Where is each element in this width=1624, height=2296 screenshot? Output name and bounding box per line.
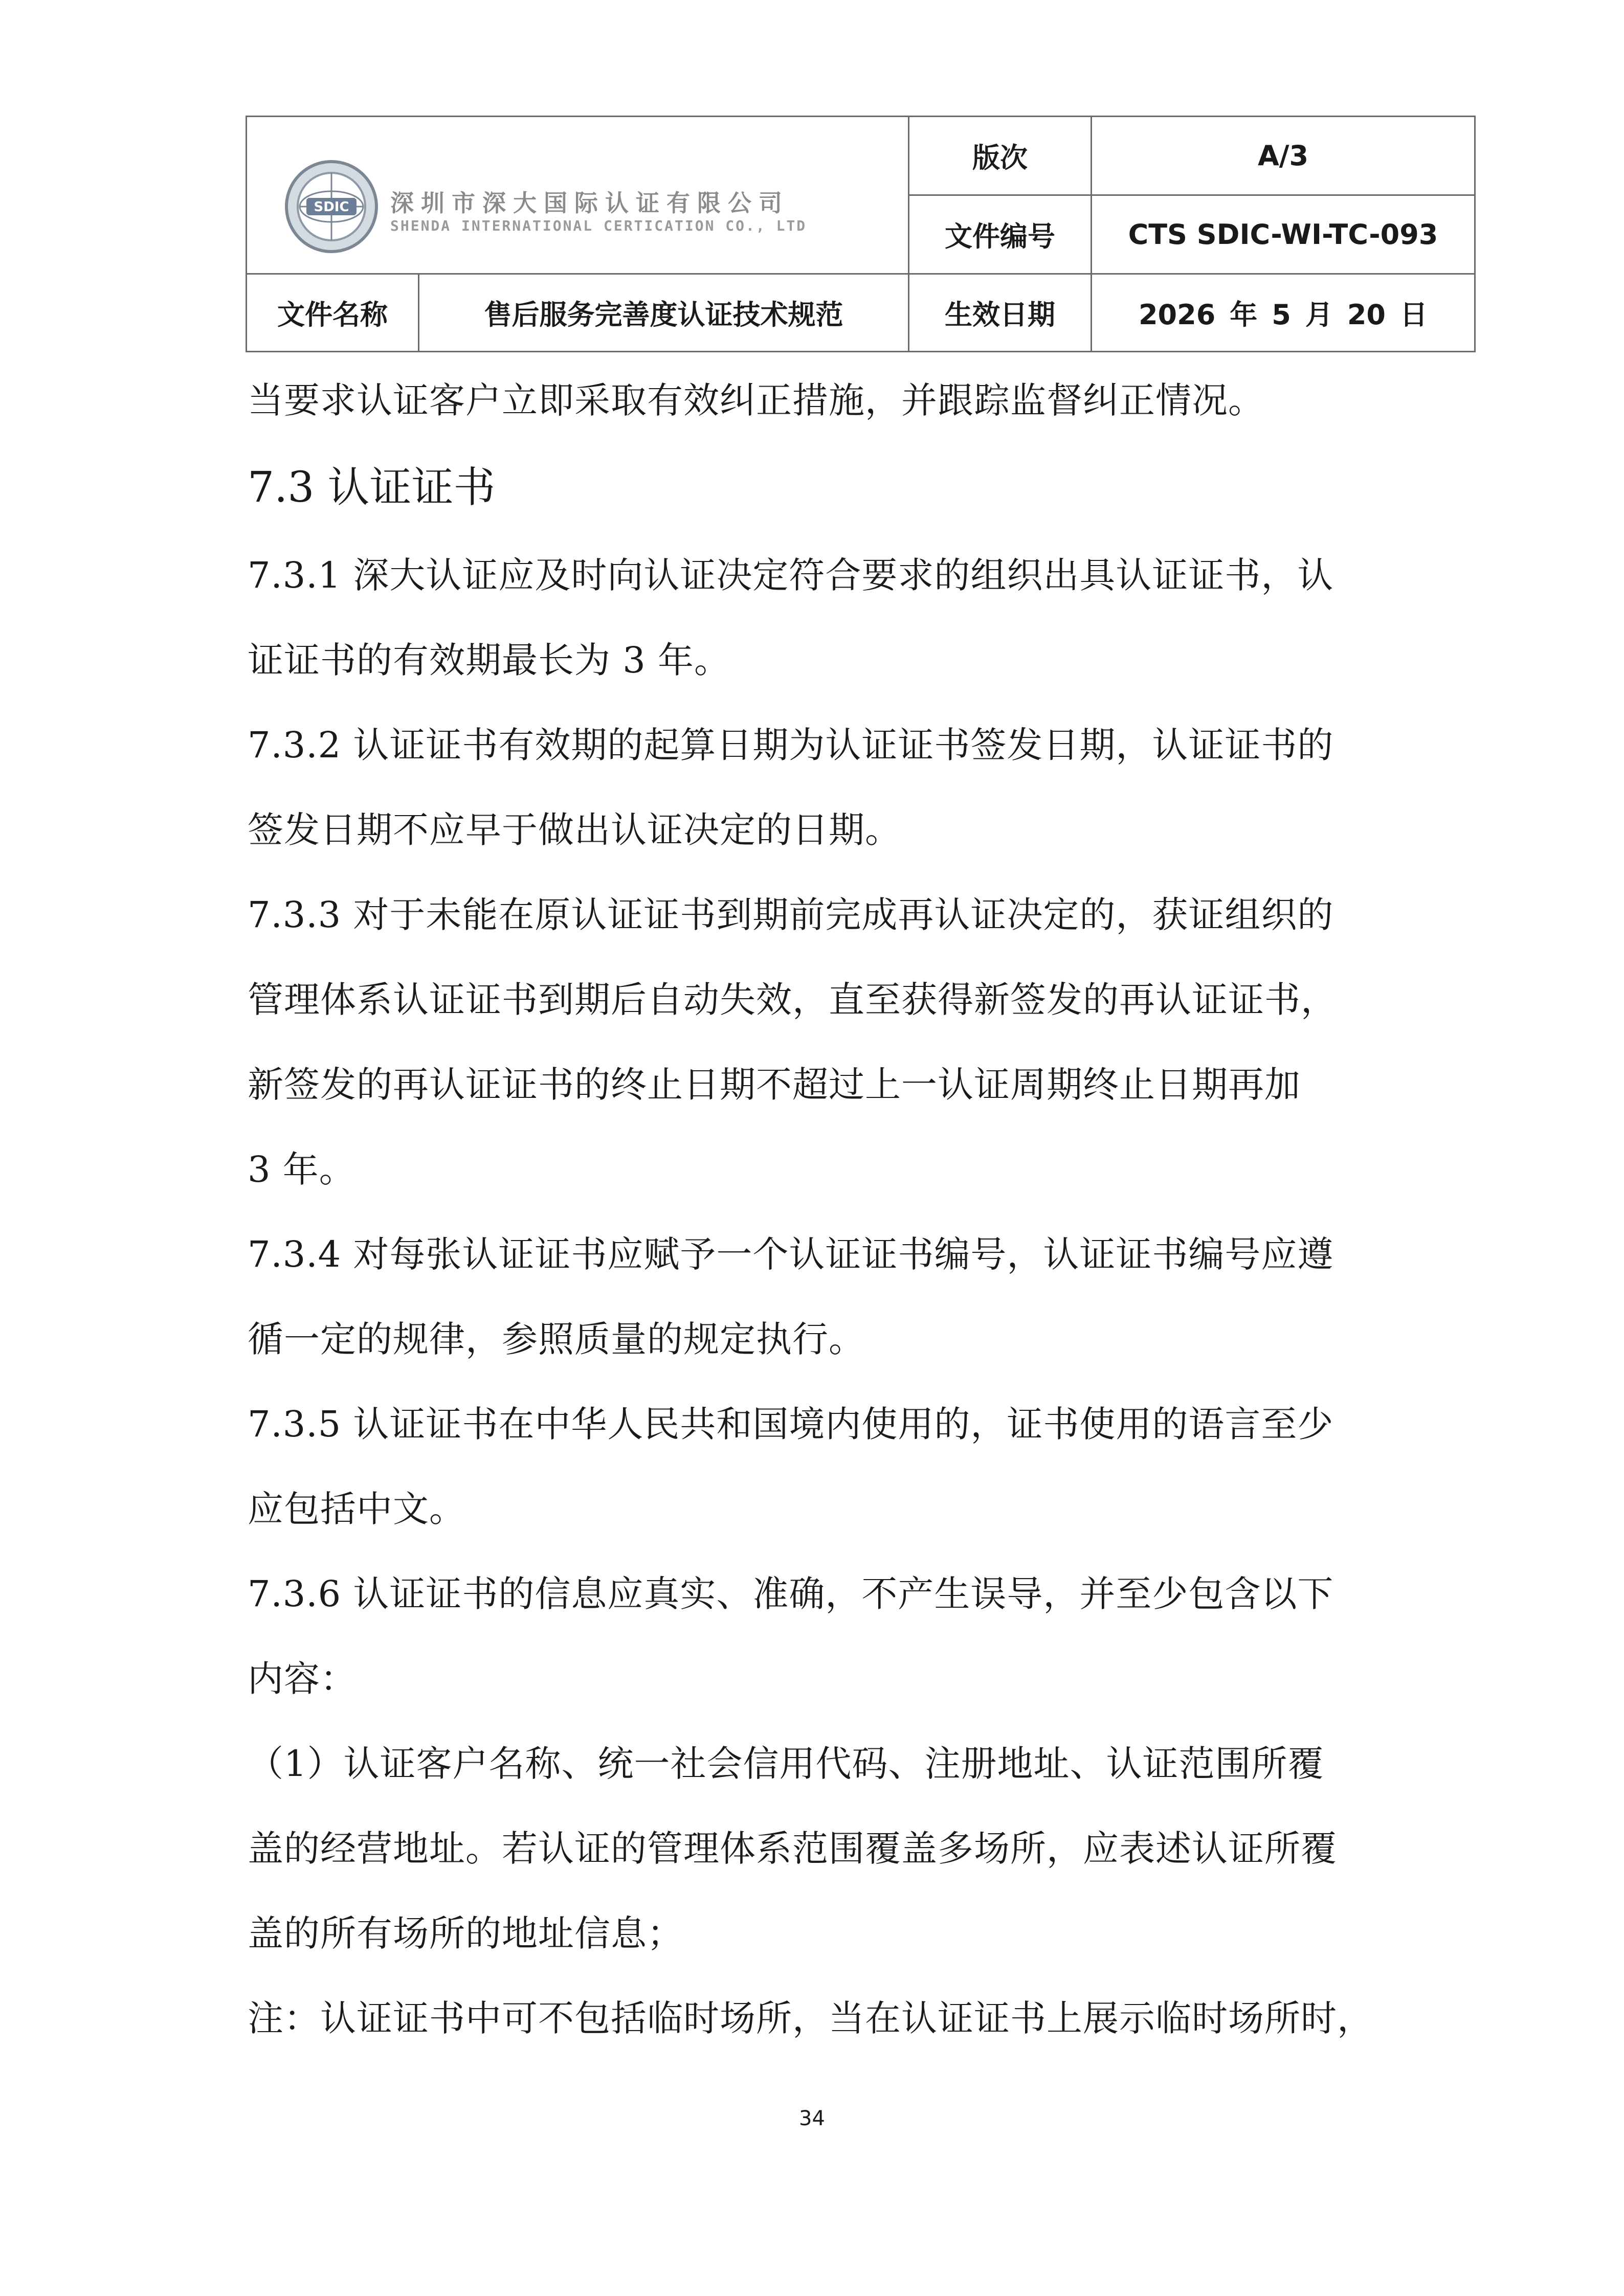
body-line: 7.3.5 认证证书在中华人民共和国境内使用的，证书使用的语言至少 — [248, 1403, 1334, 1445]
company-logo — [283, 158, 897, 250]
body-line: 证证书的有效期最长为 3 年。 — [248, 639, 731, 681]
body-line: 管理体系认证证书到期后自动失效，直至获得新签发的再认证证书， — [248, 979, 1337, 1021]
body-line: 盖的经营地址。若认证的管理体系范围覆盖多场所，应表述认证所覆 — [248, 1828, 1337, 1870]
body-line: 内容： — [248, 1658, 357, 1700]
body-line: 7.3.6 认证证书的信息应真实、准确，不产生误导，并至少包含以下 — [248, 1573, 1334, 1615]
effective-date-label: 生效日期 — [909, 274, 1092, 352]
doc-name-value: 售后服务完善度认证技术规范 — [419, 274, 909, 352]
company-logo-cell — [247, 117, 909, 274]
company-name-cn: 深圳市深大国际认证有限公司 — [390, 189, 789, 217]
sdic-seal-icon — [283, 158, 380, 255]
body-line: 7.3.4 对每张认证证书应赋予一个认证证书编号，认证证书编号应遵 — [248, 1233, 1334, 1275]
body-line: 注：认证证书中可不包括临时场所，当在认证证书上展示临时场所时， — [248, 1997, 1373, 2039]
version-value: A/3 — [1092, 117, 1475, 195]
section-heading: 7.3 认证证书 — [248, 463, 496, 512]
doc-number-label: 文件编号 — [909, 195, 1092, 274]
effective-month: 5 — [1272, 299, 1291, 331]
effective-month-unit: 月 — [1305, 299, 1333, 331]
page-number: 34 — [799, 2107, 825, 2130]
body-line: 7.3.1 深大认证应及时向认证决定符合要求的组织出具认证证书，认 — [248, 554, 1334, 596]
document-body — [248, 358, 1398, 2061]
effective-year-unit: 年 — [1230, 299, 1258, 331]
effective-day: 20 — [1347, 299, 1386, 331]
body-line: 当要求认证客户立即采取有效纠正措施，并跟踪监督纠正情况。 — [248, 379, 1264, 421]
version-label: 版次 — [909, 117, 1092, 195]
body-line: 应包括中文。 — [248, 1488, 465, 1530]
body-line: 盖的所有场所的地址信息； — [248, 1912, 683, 1954]
effective-day-unit: 日 — [1400, 299, 1428, 331]
doc-name-label: 文件名称 — [247, 274, 419, 352]
body-line: 3 年。 — [248, 1149, 355, 1190]
document-header-table — [246, 116, 1476, 352]
effective-year: 2026 — [1138, 299, 1216, 331]
body-line: （1）认证客户名称、统一社会信用代码、注册地址、认证范围所覆 — [248, 1743, 1324, 1785]
svg-text:SDIC: SDIC — [314, 199, 349, 215]
body-line: 签发日期不应早于做出认证决定的日期。 — [248, 809, 901, 851]
company-name-en: SHENDA INTERNATIONAL CERTICATION CO., LTD — [390, 217, 807, 234]
doc-number-value: CTS SDIC-WI-TC-093 — [1092, 195, 1475, 274]
body-line: 7.3.3 对于未能在原认证证书到期前完成再认证决定的，获证组织的 — [248, 894, 1334, 936]
body-line: 7.3.2 认证证书有效期的起算日期为认证证书签发日期，认证证书的 — [248, 724, 1334, 766]
effective-date-value — [1092, 274, 1475, 352]
body-line: 新签发的再认证证书的终止日期不超过上一认证周期终止日期再加 — [248, 1064, 1301, 1106]
body-line: 循一定的规律，参照质量的规定执行。 — [248, 1318, 865, 1360]
